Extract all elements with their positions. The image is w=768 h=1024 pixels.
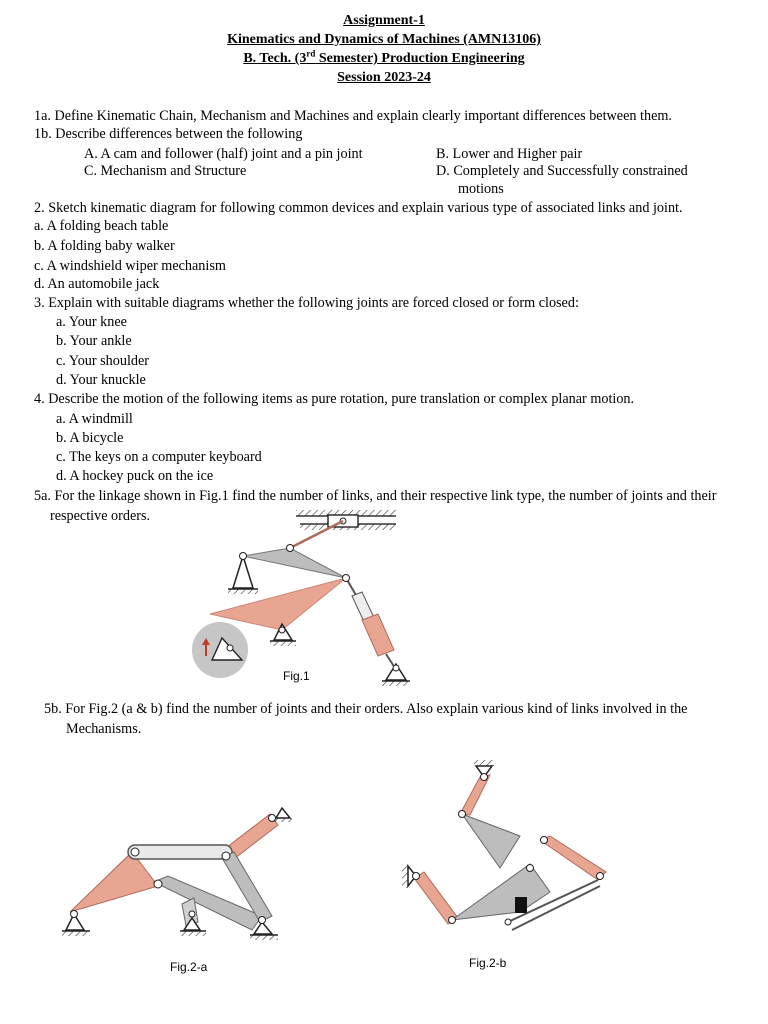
figure-2a-caption: Fig.2-a (170, 960, 208, 974)
course-title: Kinematics and Dynamics of Machines (AMN13106) (227, 32, 541, 47)
q2-item-d: d. An automobile jack (34, 276, 160, 292)
assignment-title: Assignment-1 (343, 13, 425, 28)
question-5b: 5b. For Fig.2 (a & b) find the number of joints and their orders. Also explain various kind of links involved in the (44, 701, 688, 717)
q3-item-b: b. Your ankle (56, 333, 132, 349)
fig2b-grey-upper-link (462, 814, 520, 868)
question-3: 3. Explain with suitable diagrams whether the following joints are forced closed or form closed: (34, 295, 579, 311)
q3-item-a: a. Your knee (56, 314, 127, 330)
session-title: Session 2023-24 (337, 70, 431, 85)
fig2b-grey-ternary-link (452, 864, 550, 920)
q2-item-a: a. A folding beach table (34, 218, 169, 234)
fig2b-salmon-link-right (540, 836, 606, 880)
fig2b-black-block (515, 897, 527, 913)
question-1b: 1b. Describe differences between the following (34, 126, 303, 142)
q4-item-d: d. A hockey puck on the ice (56, 468, 214, 484)
q1b-option-d-cont: motions (458, 181, 504, 197)
question-5a-cont: respective orders. (50, 508, 151, 524)
question-2: 2. Sketch kinematic diagram for following common devices and explain various type of associated links and joint. (34, 200, 683, 216)
q3-item-d: d. Your knuckle (56, 372, 146, 388)
q1b-option-d: D. Completely and Successfully constrained (436, 163, 688, 179)
q2-item-b: b. A folding baby walker (34, 238, 175, 254)
q2-item-c: c. A windshield wiper mechanism (34, 258, 226, 274)
figure-1-caption: Fig.1 (283, 669, 310, 683)
program-sup: rd (306, 48, 316, 59)
question-4: 4. Describe the motion of the following items as pure rotation, pure translation or complex planar motion. (34, 391, 635, 407)
figure-2b-caption: Fig.2-b (469, 956, 507, 970)
question-5a: 5a. For the linkage shown in Fig.1 find the number of links, and their respective link type, the number of joints and their (34, 488, 717, 504)
q3-item-c: c. Your shoulder (56, 353, 150, 369)
program-pre: B. Tech. (3 (243, 51, 307, 66)
q4-item-b: b. A bicycle (56, 430, 124, 446)
fig2b-salmon-link-top (460, 775, 490, 815)
program-post: Semester) Production Engineering (315, 51, 525, 66)
question-5b-cont: Mechanisms. (66, 721, 142, 737)
q1b-option-a: A. A cam and follower (half) joint and a pin joint (84, 146, 363, 162)
q1b-option-c: C. Mechanism and Structure (84, 163, 247, 179)
q4-item-a: a. A windmill (56, 411, 133, 427)
q4-item-c: c. The keys on a computer keyboard (56, 449, 262, 465)
question-1a: 1a. Define Kinematic Chain, Mechanism and Machines and explain clearly important differences between them. (34, 108, 672, 124)
q1b-option-b: B. Lower and Higher pair (436, 146, 583, 162)
